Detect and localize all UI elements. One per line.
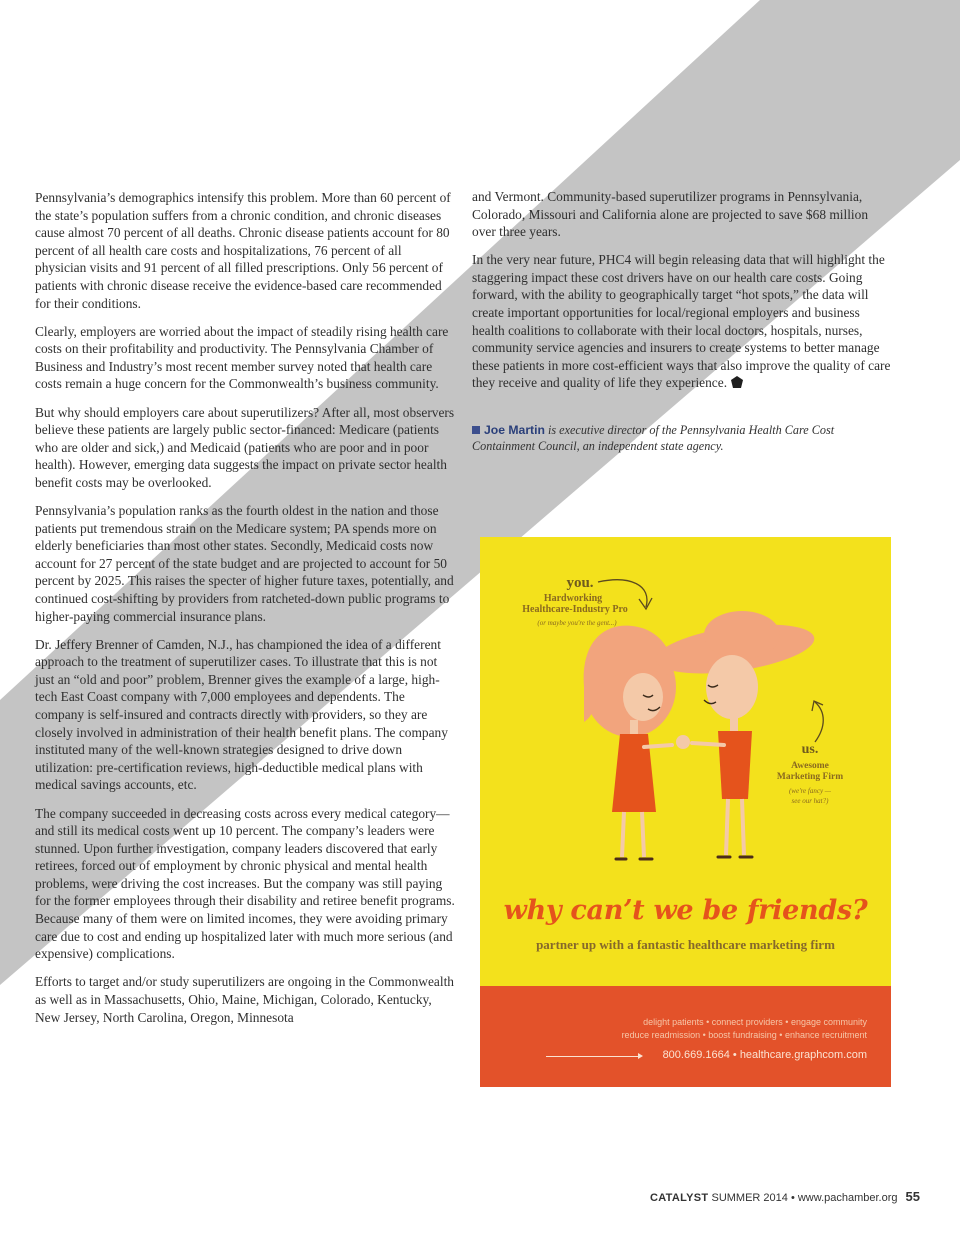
ad-arrow-icon	[546, 1056, 638, 1057]
paragraph-final	[472, 251, 892, 392]
paragraph: But why should employers care about superutilizers? After all, most observers believe these patients are largely public sector-financed: Medicare (patients who are older and sick,) and Medicaid (patients who are poor and in poor health). However, emerging data suggests the impact on private sector health benefit costs may be overlooked.	[35, 404, 455, 490]
ad-us-note: see our hat?)	[791, 797, 829, 805]
man-figure	[653, 611, 818, 857]
ad-tagline: delight patients • connect providers • engage community	[643, 1017, 867, 1027]
article-column-left	[35, 189, 455, 1037]
author-name: Joe Martin	[484, 423, 545, 438]
ad-us-caption: Marketing Firm	[776, 772, 844, 782]
ad-us-caption: Awesome	[791, 761, 829, 771]
ad-you-note: (or maybe you're the gent...)	[537, 619, 617, 627]
paragraph: Pennsylvania’s population ranks as the fourth oldest in the nation and those patients put tremendous strain on the Medicare system; PA spends more on elderly beneficiaries than most other states. Secondly, Medicaid costs now account for 27 percent of the state budget and are projected to account for 50 percent by 2025. This raises the specter of higher future taxes, potentially, and continued cost-shifting by providers from ratcheted-down public programs to higher-paying commercial insurance plans.	[35, 503, 454, 624]
ad-you-label: you.	[566, 575, 594, 591]
article-end-icon	[731, 376, 743, 388]
ad-us-label: us.	[801, 742, 819, 757]
ad-us-note: (we're fancy —	[788, 787, 832, 795]
ad-headline: why can’t we be friends?	[503, 895, 868, 926]
author-bio	[472, 423, 892, 454]
ad-you-caption: Hardworking	[543, 593, 603, 604]
magazine-name: CATALYST	[650, 1192, 709, 1204]
paragraph-text: In the very near future, PHC4 will begin releasing data that will highlight the staggering impact these cost drivers have on our health care costs. Going forward, with the ability to geographically target “hot spots,” the data will create important opportunities for local/regional employers and business health coalitions to collaborate with their local doctors, hospitals, nurses, community service agencies and insurers to create systems to better manage these patients in more cost-efficient ways that also improve the quality of care they receive and quality of life they experience.	[472, 252, 891, 391]
paragraph: Pennsylvania’s demographics intensify this problem. More than 60 percent of the state’s population suffers from a chronic condition, and chronic diseases cause almost 70 percent of all deaths. Chronic disease patients account for 80 percent of all health care costs and hospitalizations, 76 percent of all physician visits and 91 percent of all filled prescriptions. Only 56 percent of patients with chronic disease receive the evidence-based care recommended for their conditions.	[35, 190, 451, 311]
ad-you-caption: Healthcare-Industry Pro	[522, 604, 628, 615]
ad-footer-band	[480, 986, 891, 1087]
paragraph: and Vermont. Community-based superutilizer programs in Pennsylvania, Colorado, Missouri and California alone are projected to save $68 million over three years.	[472, 189, 869, 240]
issue-info: SUMMER 2014 • www.pachamber.org	[708, 1192, 898, 1204]
author-bio-text: is executive director of the Pennsylvania Health Care Cost Containment Council, an independent state agency.	[472, 423, 835, 453]
ad-contact-info: 800.669.1664 • healthcare.graphcom.com	[662, 1049, 867, 1061]
ad-arrowhead-icon	[638, 1053, 643, 1059]
advertisement	[480, 537, 891, 1087]
page-footer	[650, 1189, 920, 1204]
ad-tagline: reduce readmission • boost fundraising • enhance recruitment	[621, 1030, 867, 1040]
article-column-right	[472, 188, 892, 454]
page-number: 55	[905, 1189, 920, 1204]
paragraph: The company succeeded in decreasing costs across every medical category—and still its medical costs went up 10 percent. The company’s leaders were stunned. Upon further investigation, company leaders discovered that early retirees, forced out of employment by chronic physical and mental health problems, were driving the cost increases. But the company was still paying for the former employees through their disability and retiree benefit programs. Because many of them were on limited incomes, they were avoiding primary care due to cost and ending up hospitalized later with much more serious (and expensive) complications.	[35, 805, 455, 962]
author-square-icon	[472, 426, 480, 434]
paragraph: Efforts to target and/or study superutilizers are ongoing in the Commonwealth as well as in Massachusetts, Ohio, Maine, Michigan, Colorado, Kentucky, New Jersey, North Carolina, Oregon, Minnesota	[35, 974, 454, 1025]
paragraph: Dr. Jeffery Brenner of Camden, N.J., has championed the idea of a different approach to the treatment of superutilizer cases. To illustrate that this is not just an “old and poor” problem, Brenner gives the example of a large, high-tech East Coast company with 7,000 employees and dependents. The company is self-insured and contracts directly with providers, so they are closely involved in administration of their health benefit plans. The company instituted many of the well-known strategies designed to drive down utilization: pre-certification reviews, high-deductible medical plans with medical savings accounts, etc.	[35, 636, 448, 793]
ad-subheadline: partner up with a fantastic healthcare marketing firm	[536, 937, 835, 952]
paragraph: Clearly, employers are worried about the impact of steadily rising health care costs on their profitability and productivity. The Pennsylvania Chamber of Business and Industry’s most recent member survey noted that health care costs remain a huge concern for the Commonwealth’s business community.	[35, 323, 449, 392]
